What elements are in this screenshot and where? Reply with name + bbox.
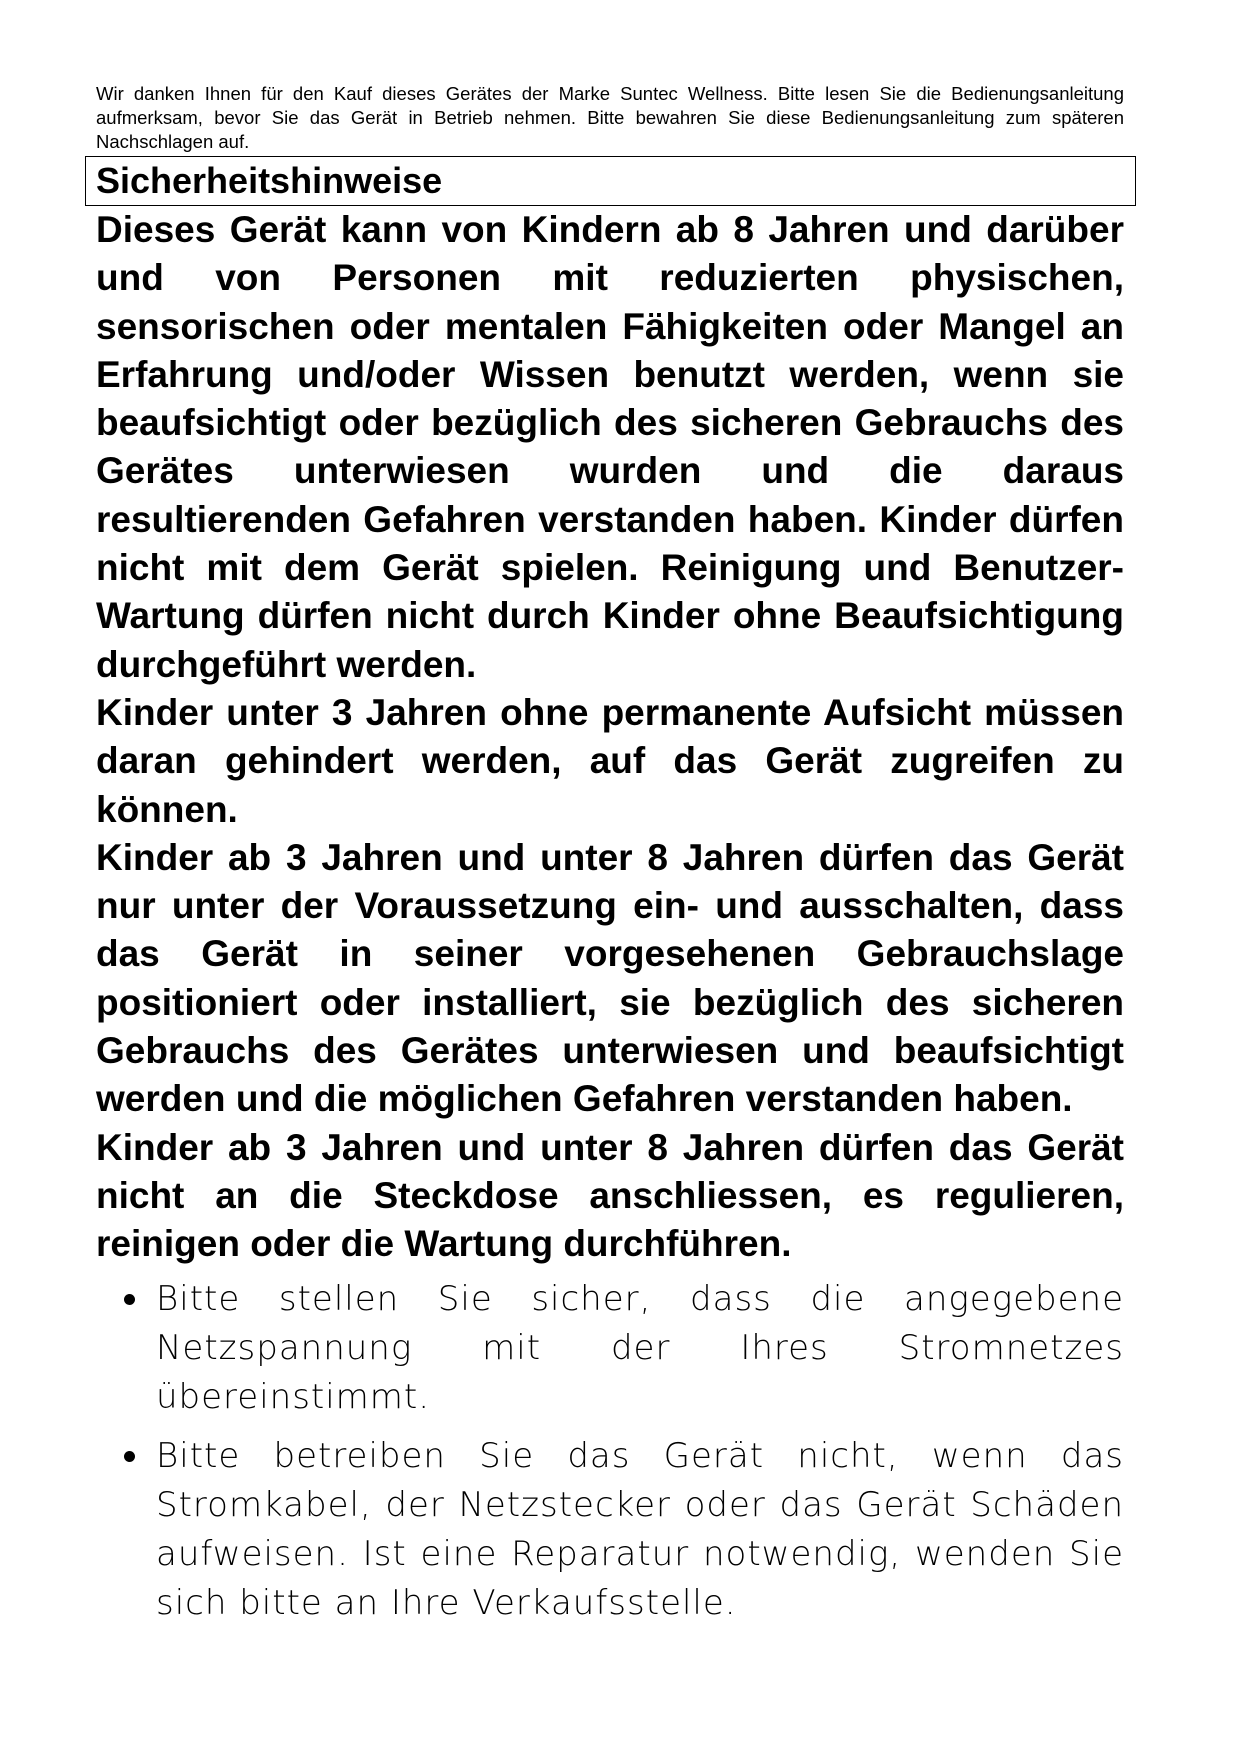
list-item	[96, 1275, 1124, 1422]
section-heading-box	[85, 156, 1136, 206]
section-title: Sicherheitshinweise	[96, 160, 443, 201]
warning-paragraph: Kinder unter 3 Jahren ohne permanente Aufsicht müssen daran gehindert werden, auf das Gerät zugreifen zu können.	[96, 691, 1124, 830]
bullet-icon	[124, 1294, 135, 1305]
warning-paragraph: Kinder ab 3 Jahren und unter 8 Jahren dürfen das Gerät nur unter der Voraussetzung ein- und ausschalten, dass das Gerät in seiner vorgesehenen Gebrauchslage positioniert oder installiert, sie bezüglich des sicheren Gebrauchs des Gerätes unterwiesen und beaufsichtigt werden und die möglichen Gefahren verstanden haben.	[96, 836, 1124, 1120]
warning-paragraph: Dieses Gerät kann von Kindern ab 8 Jahren und darüber und von Personen mit reduzierten physischen, sensorischen oder mentalen Fähigkeiten oder Mangel an Erfahrung und/oder Wissen benutzt werden, wenn sie beaufsichtigt oder bezüglich des sicheren Gebrauchs des Gerätes unterwiesen wurden und die daraus resultierenden Gefahren verstanden haben. Kinder dürfen nicht mit dem Gerät spielen. Reinigung und Benutzer-Wartung dürfen nicht durch Kinder ohne Beaufsichtigung durchgeführt werden.	[96, 209, 1124, 685]
intro-paragraph: Wir danken Ihnen für den Kauf dieses Gerätes der Marke Suntec Wellness. Bitte lesen Sie die Bedienungsanleitung aufmerksam, bevor Sie das Gerät in Betrieb nehmen. Bitte bewahren Sie diese Bedienungsanleitung zum späteren Nachschlagen auf.	[96, 83, 1124, 152]
list-item	[96, 1432, 1124, 1628]
safety-bullet-list	[96, 1275, 1124, 1628]
bullet-text: Bitte stellen Sie sicher, dass die angegebene Netzspannung mit der Ihres Stromnetzes übereinstimmt.	[156, 1278, 1124, 1417]
manual-page	[96, 82, 1124, 1638]
bullet-icon	[124, 1451, 135, 1462]
warning-paragraph: Kinder ab 3 Jahren und unter 8 Jahren dürfen das Gerät nicht an die Steckdose anschliessen, es regulieren, reinigen oder die Wartung durchführen.	[96, 1126, 1124, 1265]
bullet-text: Bitte betreiben Sie das Gerät nicht, wenn das Stromkabel, der Netzstecker oder das Gerät Schäden aufweisen. Ist eine Reparatur notwendig, wenden Sie sich bitte an Ihre Verkaufsstelle.	[156, 1435, 1124, 1623]
